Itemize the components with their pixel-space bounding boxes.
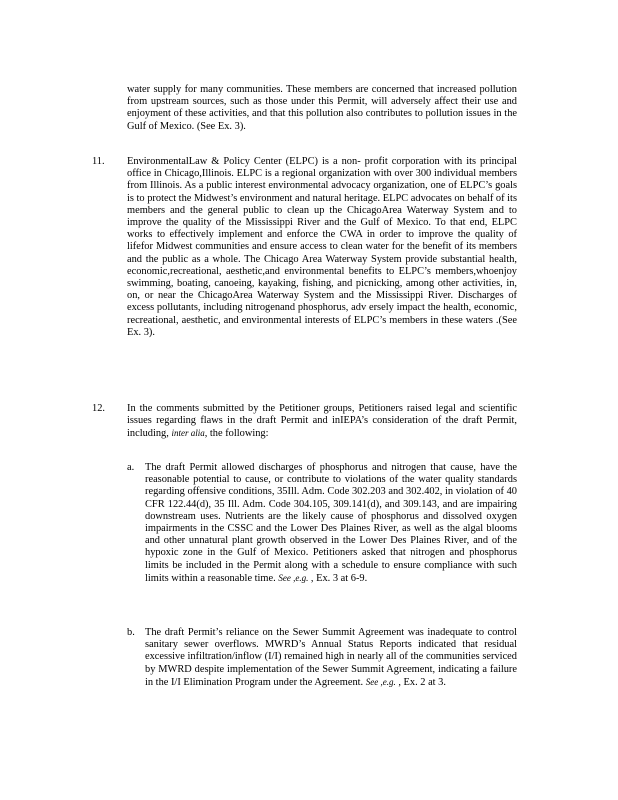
sub-item-a-label: a.: [127, 462, 135, 473]
sub-item-a-cite-italic: See ,e.g.: [278, 572, 309, 583]
sub-item-b-label: b.: [127, 627, 135, 638]
continuation-text: water supply for many communities. These members are concerned that increased pollution from upstream sources, such as those under this Permit, will adversely affect their use and enjoyment of these activities, and that this pollution also contributes to pollution issues in the Gulf of Mexico. (See Ex. 3).: [127, 84, 517, 132]
continuation-paragraph: [127, 84, 517, 133]
sub-item-b-cite-italic: See ,e.g.: [365, 676, 396, 687]
sub-item-b-paragraph: [145, 627, 517, 689]
item-12-text: [127, 403, 517, 441]
item-11-text: EnvironmentalLaw & Policy Center (ELPC) is a non- profit corporation with its principal office in Chicago,Illinois. ELPC is a regional organization with over 300 individual members from Illinois. As a public interest environmental advocacy organization, one of ELPC’s goals is to protect the Midwest’s environment and natural heritage. ELPC advocates on behalf of its members and the general public to clean up the ChicagoArea Waterway System and to improve the quality of the Mississippi River and the Gulf of Mexico. To that end, ELPC works to effectively implement and enforce the CWA in order to improve the quality of lifefor Midwest communities and ensure access to clean water for the benefit of its members and the public as a whole. The Chicago Area Waterway System provide substantial health, economic,recreational, aesthetic,and environmental benefits to ELPC’s members,whoenjoy swimming, boating, canoeing, kayaking, fishing, and picnicking, among other activities, in, on, or near the ChicagoArea Waterway System and the Mississippi River. Discharges of excess pollutants, including nitrogenand phosphorus, adv ersely impact the health, economic, recreational, aesthetic, and environmental interests of ELPC’s members in these waters .(See Ex. 3).: [127, 156, 517, 338]
item-12-number: 12.: [92, 403, 105, 414]
inter-alia-italic: inter alia: [171, 428, 205, 439]
sub-item-b-body: The draft Permit’s reliance on the Sewer Summit Agreement was inadequate to control sanitary sewer overflows. MWRD’s Annual Status Reports indicated that residual excessive infiltration/inflow (I/I) remained high in nearly all of the communities serviced by MWRD despite implementation of the Sewer Summit Agreement, indicating a failure in the I/I Elimination Program under the Agreement.: [145, 627, 517, 688]
sub-item-a-text: [145, 462, 517, 585]
sub-item-b-cite: , Ex. 2 at 3.: [395, 676, 446, 688]
item-12-text-after: , the following:: [204, 428, 269, 440]
item-12-paragraph: [127, 403, 517, 441]
item-11-number: 11.: [92, 156, 105, 167]
sub-item-a-body: The draft Permit allowed discharges of phosphorus and nitrogen that cause, have the reasonable potential to cause, or contribute to violations of the water quality standards regarding offensive conditions, 35Ill. Adm. Code 302.203 and 302.402, in violation of 40 CFR 122.44(d), 35 Ill. Adm. Code 304.105, 309.141(d), and 309.143, and are impairing downstream uses. Nutrients are the likely cause of phosphorus and dissolved oxygen impairments in the CSSC and the Lower Des Plaines River, as well as the algal blooms and other unnatural plant growth observed in the Lower Des Plaines River, and of the hypoxic zone in the Gulf of Mexico. Petitioners asked that nitrogen and phosphorus limits be included in the Permit along with a schedule to ensure compliance with such limits within a reasonable time.: [145, 462, 517, 584]
sub-item-a-cite: , Ex. 3 at 6-9.: [308, 572, 368, 584]
item-12-text-before: In the comments submitted by the Petitioner groups, Petitioners raised legal and scientific issues regarding flaws in the draft Permit and inIEPA’s consideration of the draft Permit, including,: [127, 403, 517, 440]
item-11-paragraph: [127, 156, 517, 339]
sub-item-b-text: [145, 627, 517, 689]
sub-item-a-paragraph: [145, 462, 517, 585]
